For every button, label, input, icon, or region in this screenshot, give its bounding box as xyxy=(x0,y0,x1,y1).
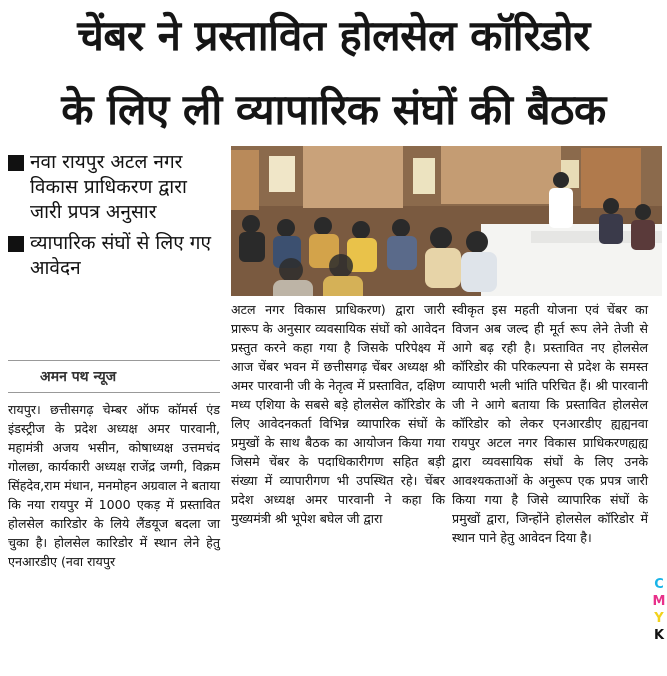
article-column-2: अटल नगर विकास प्राधिकरण) द्वारा जारी प्रारूप के अनुसार व्यवसायिक संघों को आवेदन प्रस्तुत करने कहा गया है जिसके परिपेक्ष्य में आज चेंबर भवन में छत्तीसगढ़ चेंबर अध्यक्ष श्री अमर पारवानी जी के नेतृत्व में प्रस्तावित, दक्षिण मध्य एशिया के सबसे बड़े होलसेल कॉरिडोर के लिए आवेदनकर्ता विभिन्न व्यापारिक संघों के प्रमुखों के साथ बैठक का आयोजन किया गया जिसमे चेंबर के पदाधिकारीगण सहित बड़ी संख्या में व्यापारीगण भी उपस्थित रहे। चेंबर प्रदेश अध्यक्ष अमर पारवानी ने कहा कि मुख्यमंत्री श्री भूपेश बघेल जी द्वारा xyxy=(231,302,445,526)
cmyk-y: Y xyxy=(654,611,664,626)
meeting-photo xyxy=(231,146,662,296)
cmyk-registration-marks xyxy=(652,576,666,644)
byline-rule-bottom xyxy=(8,392,220,393)
headline-line-1: चेंबर ने प्रस्तावित होलसेल कॉरिडोर xyxy=(77,11,590,60)
byline-rule-top xyxy=(8,360,220,361)
bullet-point-1 xyxy=(8,150,218,225)
cmyk-c: C xyxy=(654,577,664,592)
byline: अमन पथ न्यूज xyxy=(40,369,117,385)
bullet-text-1: नवा रायपुर अटल नगर विकास प्राधिकरण द्वारा जारी प्रपत्र अनुसार xyxy=(30,151,187,223)
article-column-1: रायपुर। छत्तीसगढ़ चेम्बर ऑफ कॉमर्स एंड इंडस्ट्रीज के प्रदेश अध्यक्ष अमर पारवानी, महामंत्री अजय भसीन, कोषाध्यक्ष उत्तमचंद गोलछा, कार्यकारी अध्यक्ष राजेंद्र जग्गी, विक्रम सिंहदेव,राम मंधान, मनमोहन अग्रवाल ने बताया कि नया रायपुर में 1000 एकड़ में प्रस्तावित होलसेल कारिडोर के लिये लैंडयूज बदला जा चुका है। होलसेल कारिडोर में स्थान लेने हेतु एनआरडीए (नवा रायपुर xyxy=(8,402,220,569)
bullet-point-2 xyxy=(8,231,218,281)
article-column-3: स्वीकृत इस महती योजना एवं चेंबर का विजन अब जल्द ही मूर्त रूप लेने तेजी से आगे बढ़ रही है। प्रस्तावित नए होलसेल कॉरिडोर की परिकल्पना से प्रदेश के समस्त व्यापारी भली भांति परिचित हैं। श्री पारवानी जी ने आगे बताया कि प्रस्तावित होलसेल कॉरिडोर को लेकर एनआरडीए ह्यह्यनवा रायपुर अटल नगर विकास प्राधिकरणह्यह्य द्वारा व्यवसायिक संघों के लिए उनके आवश्यकताओं के अनुरूप एक प्रपत्र जारी किया गया है जिसे व्यापारिक संघों के प्रमुखों द्वारा, जिन्होंने होलसेल कॉरिडोर में स्थान पाने हेतु आवेदन दिया है। xyxy=(452,302,648,545)
summary-bullets xyxy=(8,150,218,287)
headline-line-2: के लिए ली व्यापारिक संघों की बैठक xyxy=(61,85,606,134)
cmyk-m: M xyxy=(652,594,666,609)
square-bullet-icon xyxy=(8,236,24,252)
cmyk-k: K xyxy=(653,628,665,643)
bullet-text-2: व्यापारिक संघों से लिए गए आवेदन xyxy=(30,232,211,279)
square-bullet-icon xyxy=(8,155,24,171)
